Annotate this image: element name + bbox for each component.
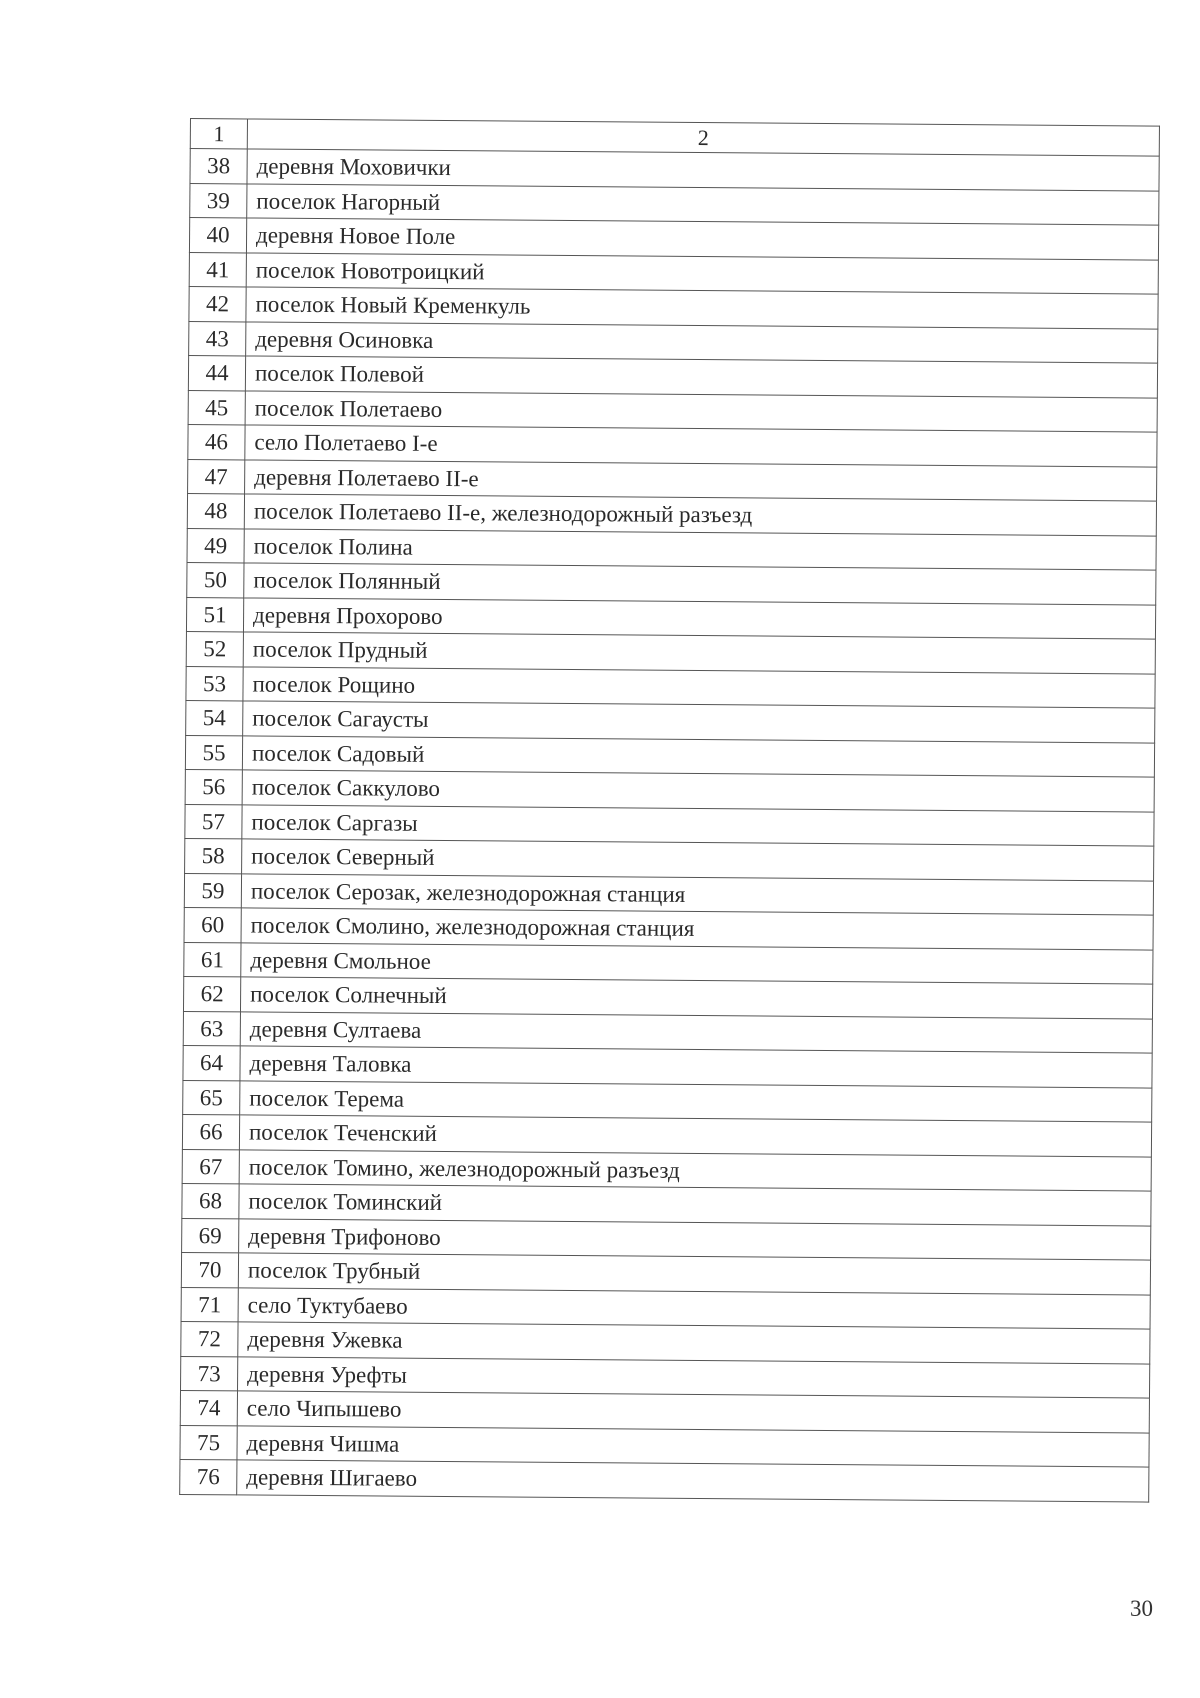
row-number: 41: [189, 252, 246, 287]
row-number: 55: [185, 735, 242, 770]
table-row: [180, 1459, 1149, 1501]
row-number: 42: [189, 286, 246, 321]
settlement-name: поселок Полянный: [244, 563, 1156, 605]
settlement-name: поселок Нагорный: [247, 183, 1159, 225]
row-number: 56: [185, 769, 242, 804]
settlement-name: деревня Прохорово: [243, 597, 1155, 639]
settlement-name: поселок Полетаево II-е, железнодорожный разъезд: [244, 494, 1156, 536]
settlement-name: поселок Северный: [242, 839, 1154, 881]
table-body: [180, 119, 1160, 1502]
settlement-name: поселок Садовый: [242, 735, 1154, 777]
row-number: 66: [182, 1114, 239, 1149]
settlement-name: деревня Осиновка: [246, 321, 1158, 363]
settlement-name: деревня Моховички: [247, 149, 1159, 191]
settlement-name: деревня Урефты: [238, 1356, 1150, 1398]
settlements-table: [179, 118, 1160, 1502]
settlement-name: деревня Полетаево II-е: [245, 459, 1157, 501]
settlement-name: поселок Томинский: [239, 1184, 1151, 1226]
header-col-name: 2: [247, 119, 1159, 156]
row-number: 49: [187, 528, 244, 563]
settlement-name: поселок Томино, железнодорожный разъезд: [239, 1149, 1151, 1191]
settlement-name: поселок Полевой: [245, 356, 1157, 398]
settlement-name: поселок Теченский: [239, 1115, 1151, 1157]
settlement-name: деревня Таловка: [240, 1046, 1152, 1088]
settlement-name: деревня Трифоново: [239, 1218, 1151, 1260]
row-number: 76: [180, 1459, 237, 1494]
row-number: 38: [190, 149, 247, 184]
row-number: 39: [190, 183, 247, 218]
settlement-name: поселок Серозак, железнодорожная станция: [241, 873, 1153, 915]
row-number: 43: [189, 321, 246, 356]
row-number: 75: [180, 1425, 237, 1460]
row-number: 51: [186, 597, 243, 632]
settlement-name: поселок Новотроицкий: [246, 252, 1158, 294]
row-number: 54: [186, 700, 243, 735]
row-number: 65: [183, 1080, 240, 1115]
header-col-number: 1: [190, 119, 247, 149]
settlement-name: поселок Полетаево: [245, 390, 1157, 432]
row-number: 69: [182, 1218, 239, 1253]
row-number: 60: [184, 907, 241, 942]
settlement-name: деревня Чишма: [237, 1425, 1149, 1467]
row-number: 68: [182, 1183, 239, 1218]
settlement-name: поселок Трубный: [238, 1253, 1150, 1295]
row-number: 53: [186, 666, 243, 701]
row-number: 46: [188, 424, 245, 459]
row-number: 58: [185, 838, 242, 873]
settlement-name: село Туктубаево: [238, 1287, 1150, 1329]
page-number: 30: [1130, 1596, 1153, 1621]
row-number: 52: [186, 631, 243, 666]
row-number: 63: [183, 1011, 240, 1046]
row-number: 44: [188, 355, 245, 390]
settlement-name: деревня Новое Поле: [246, 218, 1158, 260]
settlement-name: деревня Шигаево: [237, 1460, 1149, 1502]
row-number: 61: [184, 942, 241, 977]
settlement-name: поселок Полина: [244, 528, 1156, 570]
row-number: 62: [183, 976, 240, 1011]
settlement-name: поселок Новый Кременкуль: [246, 287, 1158, 329]
row-number: 57: [185, 804, 242, 839]
row-number: 40: [189, 218, 246, 253]
row-number: 73: [181, 1356, 238, 1391]
row-number: 45: [188, 390, 245, 425]
settlement-name: поселок Смолино, железнодорожная станция: [241, 908, 1153, 950]
row-number: 74: [180, 1390, 237, 1425]
settlement-name: поселок Прудный: [243, 632, 1155, 674]
row-number: 59: [184, 873, 241, 908]
settlement-name: поселок Солнечный: [240, 977, 1152, 1019]
row-number: 64: [183, 1045, 240, 1080]
row-number: 67: [182, 1149, 239, 1184]
settlement-name: село Полетаево I-е: [245, 425, 1157, 467]
settlement-name: поселок Рощино: [243, 666, 1155, 708]
settlement-name: село Чипышево: [237, 1391, 1149, 1433]
row-number: 50: [187, 562, 244, 597]
row-number: 70: [181, 1252, 238, 1287]
row-number: 47: [188, 459, 245, 494]
row-number: 48: [187, 493, 244, 528]
settlement-name: поселок Саккулово: [242, 770, 1154, 812]
settlement-name: деревня Смольное: [241, 942, 1153, 984]
settlement-name: поселок Терема: [240, 1080, 1152, 1122]
settlement-name: поселок Сагаусты: [243, 701, 1155, 743]
settlement-name: деревня Султаева: [240, 1011, 1152, 1053]
row-number: 72: [181, 1321, 238, 1356]
settlement-name: деревня Ужевка: [238, 1322, 1150, 1364]
row-number: 71: [181, 1287, 238, 1322]
settlement-name: поселок Саргазы: [242, 804, 1154, 846]
